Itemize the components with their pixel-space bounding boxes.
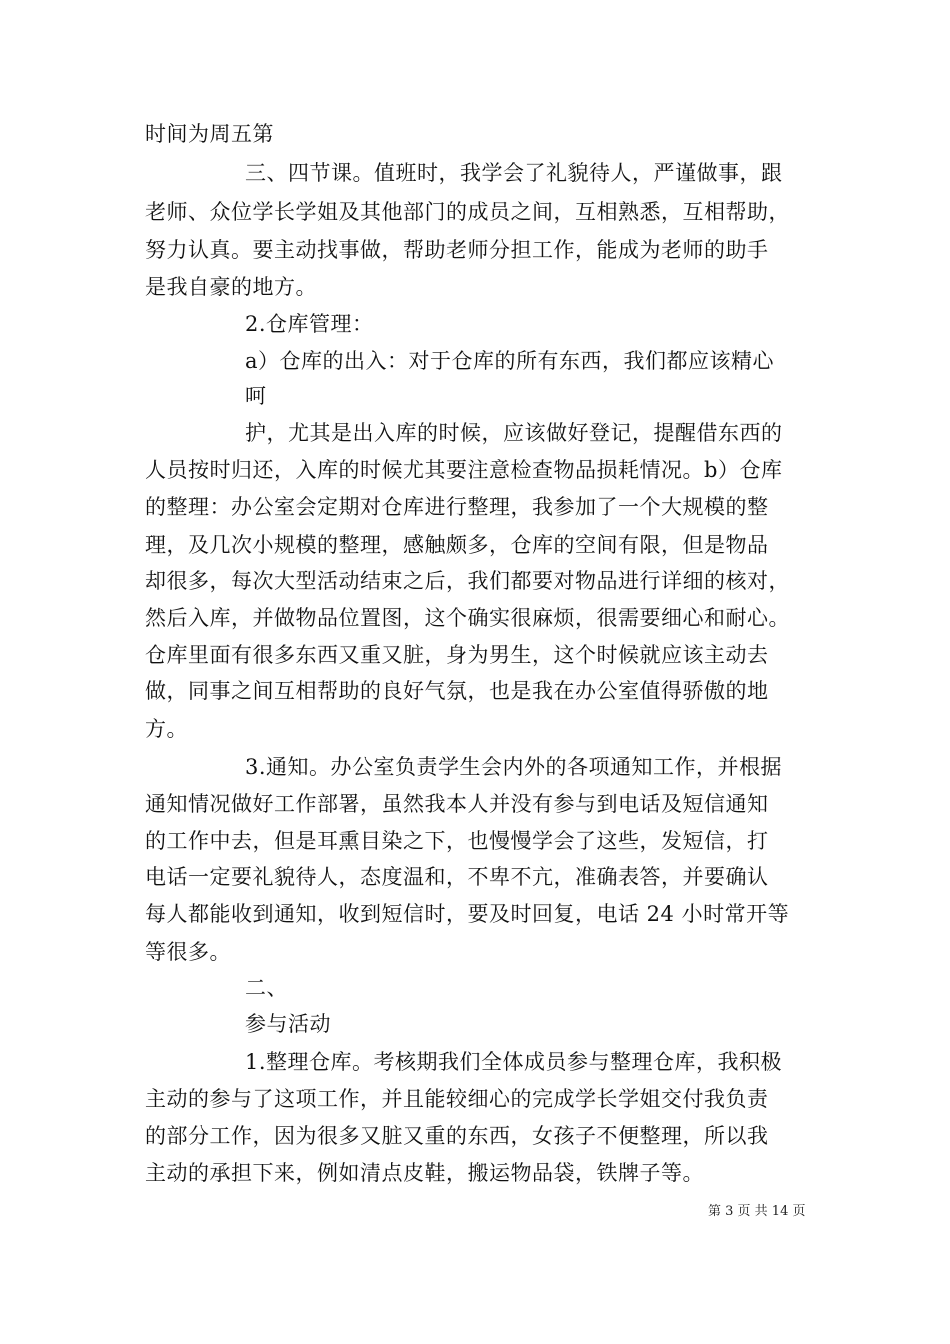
page-number-footer: 第 3 页 共 14 页 bbox=[708, 1204, 806, 1219]
text-line: 每人都能收到通知，收到短信时，要及时回复，电话 24 小时常开等 bbox=[145, 902, 790, 926]
text-line: 的部分工作，因为很多又脏又重的东西，女孩子不便整理，所以我 bbox=[145, 1124, 769, 1148]
text-line: 护，尤其是出入库的时候，应该做好登记，提醒借东西的 bbox=[245, 421, 783, 445]
text-line: 时间为周五第 bbox=[145, 122, 274, 146]
text-line: a）仓库的出入：对于仓库的所有东西，我们都应该精心 bbox=[245, 349, 775, 373]
text-line: 主动的承担下来，例如清点皮鞋，搬运物品袋，铁牌子等。 bbox=[145, 1161, 704, 1185]
text-line: 电话一定要礼貌待人，态度温和，不卑不亢，准确表答，并要确认 bbox=[145, 865, 769, 889]
text-line: 2.仓库管理： bbox=[245, 312, 374, 336]
text-line: 通知情况做好工作部署，虽然我本人并没有参与到电话及短信通知 bbox=[145, 792, 769, 816]
text-line: 主动的参与了这项工作，并且能较细心的完成学长学姐交付我负责 bbox=[145, 1087, 769, 1111]
section-heading: 参与活动 bbox=[245, 1012, 331, 1036]
text-line: 1.整理仓库。考核期我们全体成员参与整理仓库，我积极 bbox=[245, 1050, 783, 1074]
text-line: 呵 bbox=[245, 384, 267, 408]
text-line: 的工作中去，但是耳熏目染之下，也慢慢学会了这些，发短信，打 bbox=[145, 829, 769, 853]
text-line: 人员按时归还，入库的时候尤其要注意检查物品损耗情况。b）仓库 bbox=[145, 458, 783, 482]
text-line: 方。 bbox=[145, 717, 188, 741]
text-line: 三、四节课。值班时，我学会了礼貌待人，严谨做事，跟 bbox=[245, 161, 783, 185]
section-heading: 二、 bbox=[245, 976, 288, 1000]
text-line: 却很多，每次大型活动结束之后，我们都要对物品进行详细的核对， bbox=[145, 569, 790, 593]
text-line: 仓库里面有很多东西又重又脏，身为男生，这个时候就应该主动去 bbox=[145, 643, 769, 667]
text-line: 3.通知。办公室负责学生会内外的各项通知工作，并根据 bbox=[245, 755, 783, 779]
text-line: 的整理：办公室会定期对仓库进行整理，我参加了一个大规模的整 bbox=[145, 495, 769, 519]
text-line: 等很多。 bbox=[145, 940, 231, 964]
text-line: 然后入库，并做物品位置图，这个确实很麻烦，很需要细心和耐心。 bbox=[145, 606, 790, 630]
text-line: 理，及几次小规模的整理，感触颇多，仓库的空间有限，但是物品 bbox=[145, 533, 769, 557]
text-line: 努力认真。要主动找事做，帮助老师分担工作，能成为老师的助手 bbox=[145, 238, 769, 262]
text-line: 老师、众位学长学姐及其他部门的成员之间，互相熟悉，互相帮助， bbox=[145, 200, 790, 224]
text-line: 做，同事之间互相帮助的良好气氛，也是我在办公室值得骄傲的地 bbox=[145, 679, 769, 703]
text-line: 是我自豪的地方。 bbox=[145, 275, 317, 299]
